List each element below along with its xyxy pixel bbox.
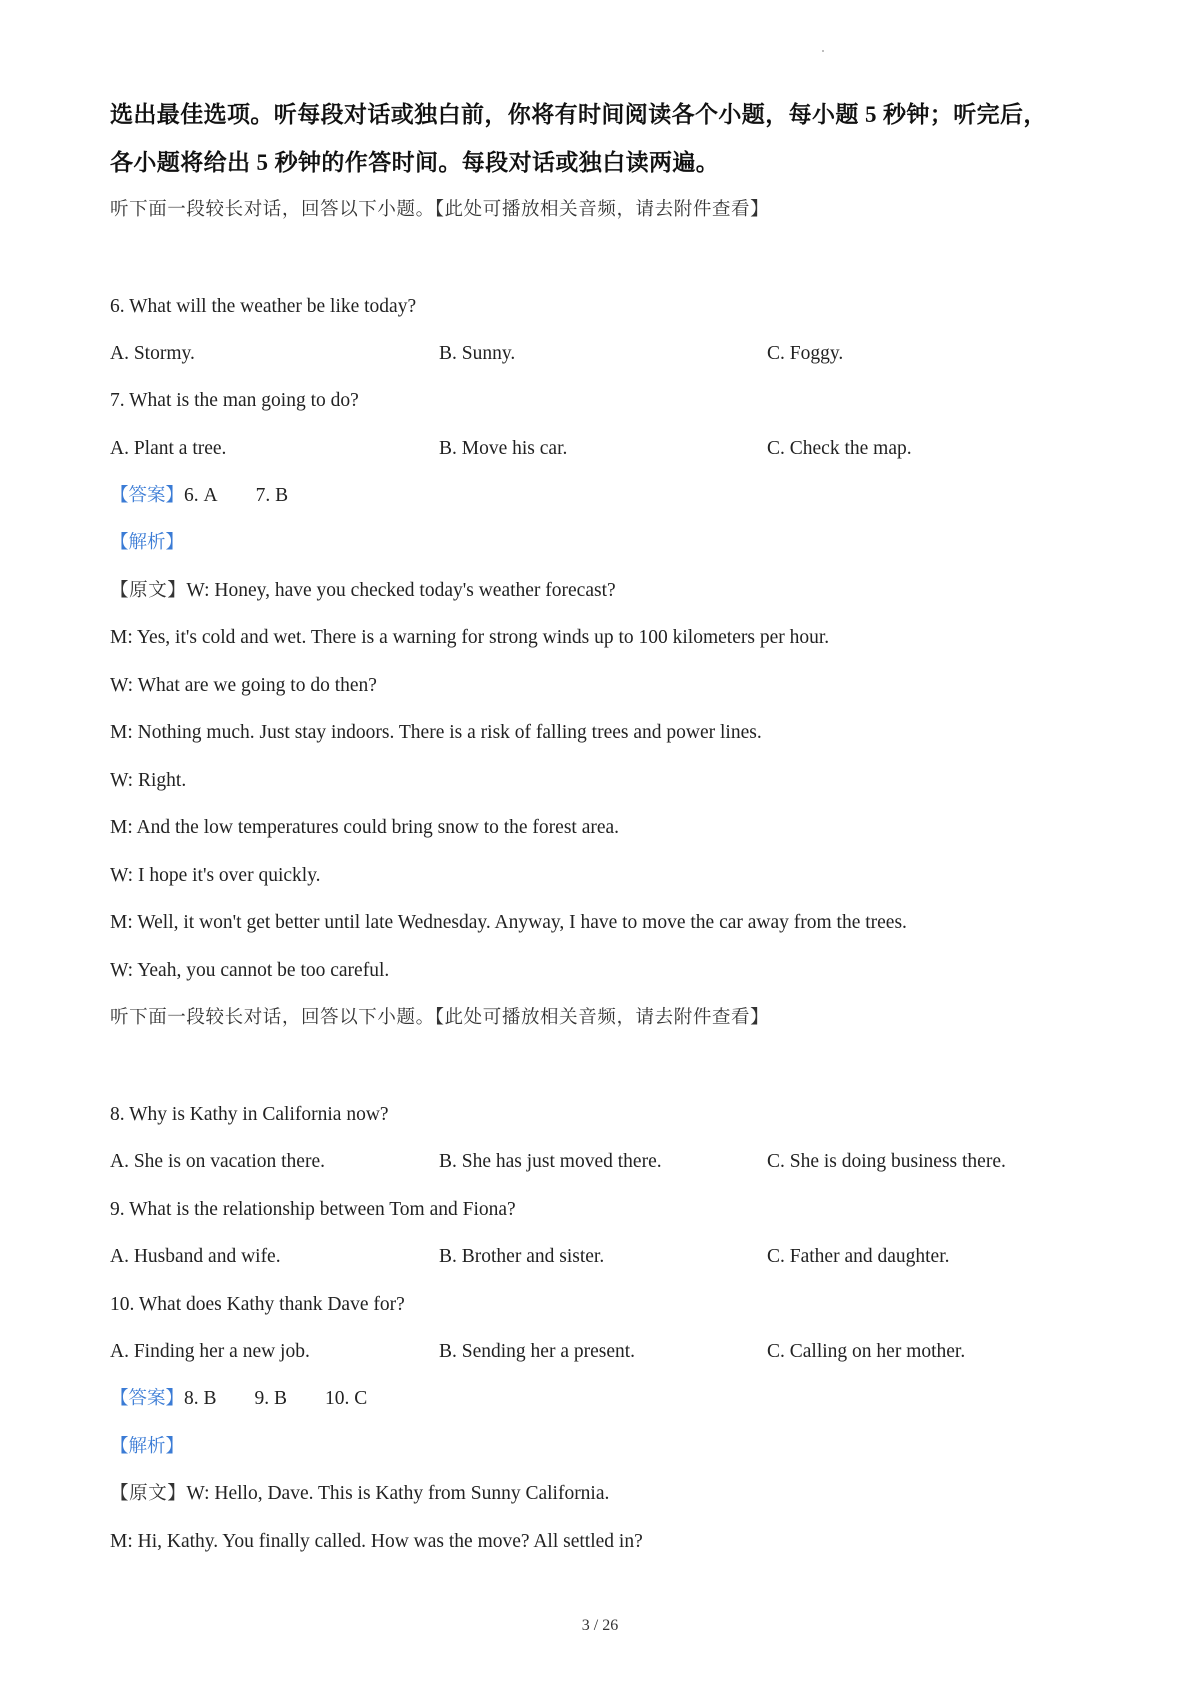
transcript-tag: 【原文】 bbox=[110, 580, 187, 601]
section2-analysis bbox=[110, 1434, 184, 1460]
answer-8: 8. B bbox=[184, 1388, 217, 1409]
analysis-tag: 【解析】 bbox=[110, 532, 185, 553]
answer-10: 10. C bbox=[325, 1388, 368, 1409]
q6-option-b: B. Sunny. bbox=[439, 343, 516, 364]
question-6: 6. What will the weather be like today? bbox=[110, 296, 417, 317]
answer-tag: 【答案】 bbox=[110, 1388, 185, 1409]
transcript-line: M: Nothing much. Just stay indoors. There is a risk of falling trees and power lines. bbox=[110, 722, 762, 743]
q9-option-c: C. Father and daughter. bbox=[767, 1246, 950, 1267]
transcript-tag: 【原文】 bbox=[110, 1483, 187, 1504]
question-8: 8. Why is Kathy in California now? bbox=[110, 1104, 389, 1125]
transcript-line: 【原文】W: Honey, have you checked today's weather forecast? bbox=[110, 580, 616, 601]
q8-option-b: B. She has just moved there. bbox=[439, 1151, 662, 1172]
section1-answer-line bbox=[110, 483, 288, 509]
q10-option-b: B. Sending her a present. bbox=[439, 1341, 636, 1362]
answer-9: 9. B bbox=[254, 1388, 288, 1409]
transcript-line: W: Right. bbox=[110, 770, 187, 791]
analysis-tag: 【解析】 bbox=[110, 1436, 185, 1457]
answer-7: 7. B bbox=[255, 485, 289, 506]
q10-option-c: C. Calling on her mother. bbox=[767, 1341, 966, 1362]
q7-option-a: A. Plant a tree. bbox=[110, 438, 227, 459]
transcript-line: W: I hope it's over quickly. bbox=[110, 865, 321, 886]
section1-analysis bbox=[110, 530, 184, 556]
q7-option-b: B. Move his car. bbox=[439, 438, 568, 459]
q9-option-b: B. Brother and sister. bbox=[439, 1246, 605, 1267]
answer-tag: 【答案】 bbox=[110, 485, 185, 506]
question-7: 7. What is the man going to do? bbox=[110, 390, 359, 411]
q8-option-c: C. She is doing business there. bbox=[767, 1151, 1006, 1172]
q7-option-c: C. Check the map. bbox=[767, 438, 912, 459]
transcript-line: M: Yes, it's cold and wet. There is a warning for strong winds up to 100 kilometers per hour. bbox=[110, 627, 830, 648]
q6-option-a: A. Stormy. bbox=[110, 343, 195, 364]
q9-option-a: A. Husband and wife. bbox=[110, 1246, 281, 1267]
scan-mark bbox=[822, 50, 824, 52]
q8-option-a: A. She is on vacation there. bbox=[110, 1151, 325, 1172]
section2-answer-line bbox=[110, 1386, 367, 1412]
answer-6: 6. A bbox=[184, 485, 218, 506]
transcript-line: M: And the low temperatures could bring snow to the forest area. bbox=[110, 817, 620, 838]
transcript-line: 【原文】W: Hello, Dave. This is Kathy from Sunny California. bbox=[110, 1483, 610, 1504]
instruction-line-2: 各小题将给出 5 秒钟的作答时间。每段对话或独白读两遍。 bbox=[110, 150, 720, 175]
transcript-line: W: Yeah, you cannot be too careful. bbox=[110, 960, 390, 981]
section1-intro: 听下面一段较长对话，回答以下小题。【此处可播放相关音频，请去附件查看】 bbox=[110, 199, 770, 220]
transcript-line: M: Hi, Kathy. You finally called. How was the move? All settled in? bbox=[110, 1531, 643, 1552]
question-10: 10. What does Kathy thank Dave for? bbox=[110, 1294, 405, 1315]
instruction-line-1: 选出最佳选项。听每段对话或独白前，你将有时间阅读各个小题，每小题 5 秒钟；听完后， bbox=[110, 102, 1047, 127]
q10-option-a: A. Finding her a new job. bbox=[110, 1341, 310, 1362]
q6-option-c: C. Foggy. bbox=[767, 343, 844, 364]
question-9: 9. What is the relationship between Tom and Fiona? bbox=[110, 1199, 516, 1220]
page-number: 3 / 26 bbox=[581, 1617, 619, 1634]
transcript-line: W: What are we going to do then? bbox=[110, 675, 377, 696]
section2-intro: 听下面一段较长对话，回答以下小题。【此处可播放相关音频，请去附件查看】 bbox=[110, 1007, 770, 1028]
transcript-line: M: Well, it won't get better until late Wednesday. Anyway, I have to move the car away from the trees. bbox=[110, 912, 907, 933]
